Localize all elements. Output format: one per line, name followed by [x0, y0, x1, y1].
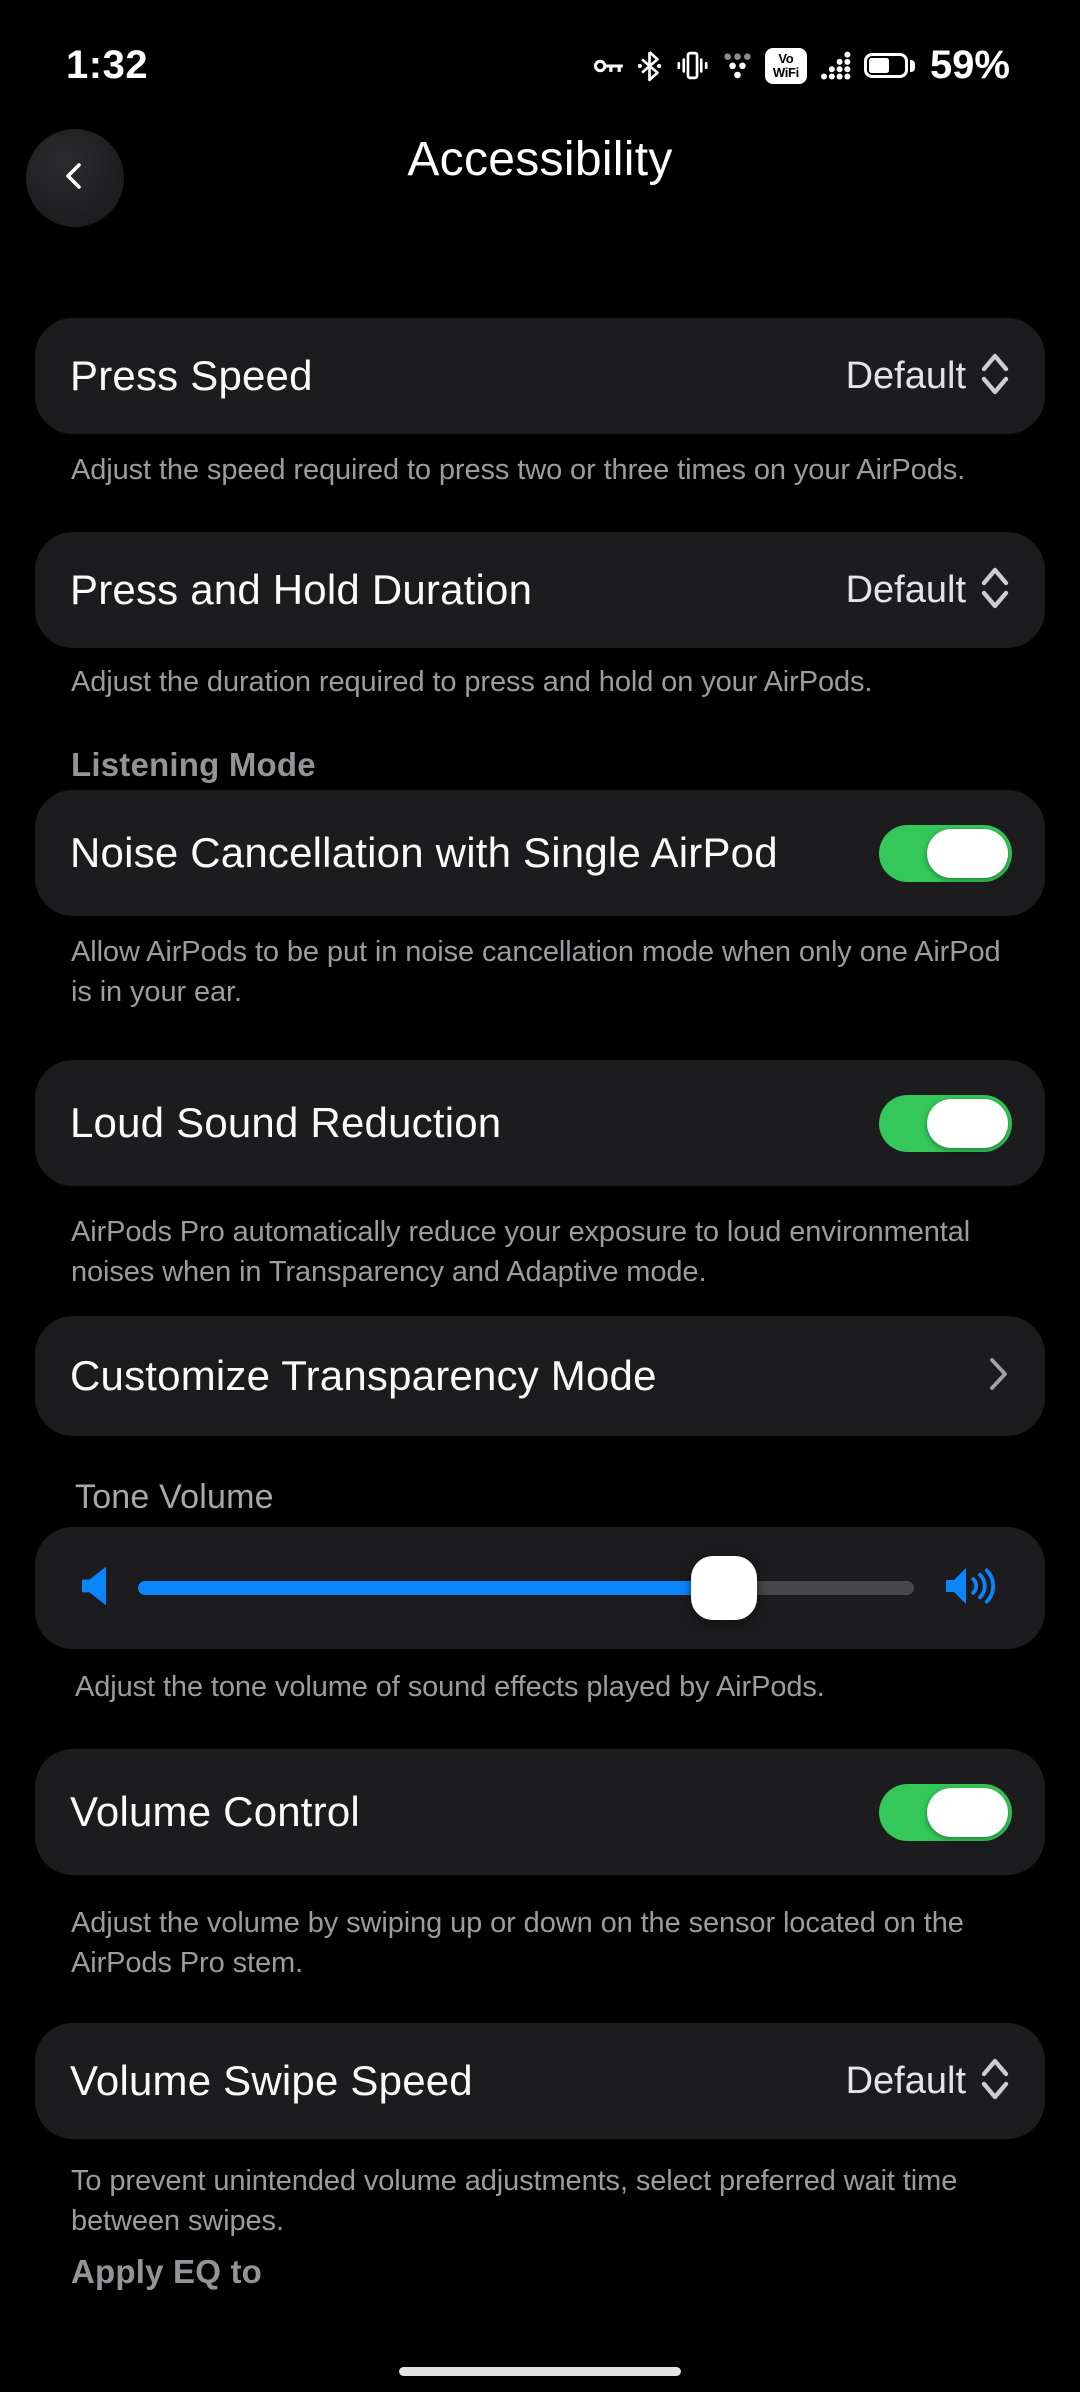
volume-swipe-speed-value: Default: [845, 2059, 966, 2102]
status-bar: [0, 0, 1080, 96]
press-speed-description: Adjust the speed required to press two or three times on your AirPods.: [71, 454, 966, 486]
tone-volume-slider[interactable]: [138, 1556, 914, 1620]
battery-icon: [864, 53, 915, 78]
row-customize-transparency[interactable]: [35, 1316, 1045, 1436]
press-speed-value: Default: [845, 354, 966, 397]
volume-control-description: Adjust the volume by swiping up or down on the sensor located on the AirPods Pro stem.: [71, 1907, 964, 1979]
row-loud-sound-reduction[interactable]: [35, 1060, 1045, 1186]
row-volume-control[interactable]: [35, 1749, 1045, 1875]
chevron-up-down-icon: [978, 2050, 1012, 2113]
no-signal-dots-icon: [723, 52, 752, 80]
vowifi-badge-line2: WiFi: [772, 64, 799, 80]
row-tone-volume-slider: [35, 1527, 1045, 1649]
key-icon: [593, 54, 624, 78]
home-indicator[interactable]: [399, 2367, 681, 2376]
noise-cancellation-toggle[interactable]: [879, 825, 1012, 882]
loud-sound-reduction-label: Loud Sound Reduction: [70, 1099, 502, 1146]
bluetooth-icon: [637, 50, 662, 82]
noise-cancellation-label: Noise Cancellation with Single AirPod: [70, 829, 778, 876]
status-time: 1:32: [66, 43, 149, 87]
noise-cancellation-description: Allow AirPods to be put in noise cancellation mode when only one AirPod is in your ear.: [71, 936, 1001, 1008]
vowifi-badge: [765, 48, 807, 84]
press-hold-selector[interactable]: [846, 559, 1012, 622]
battery-nub: [910, 60, 915, 72]
volume-control-label: Volume Control: [70, 1788, 360, 1835]
loud-sound-reduction-description: AirPods Pro automatically reduce your exposure to loud environmental noises when in Transparency and Adaptive mode.: [71, 1216, 971, 1288]
chevron-up-down-icon: [978, 559, 1012, 622]
tone-volume-track[interactable]: [138, 1581, 914, 1595]
press-speed-selector[interactable]: [846, 345, 1012, 408]
volume-high-icon[interactable]: [944, 1564, 1000, 1613]
status-icons: [593, 43, 1010, 88]
row-press-speed[interactable]: [35, 318, 1045, 434]
loud-sound-reduction-toggle[interactable]: [879, 1095, 1012, 1152]
volume-low-icon[interactable]: [80, 1566, 108, 1611]
battery-percent-text: 59%: [929, 43, 1010, 87]
customize-transparency-label: Customize Transparency Mode: [70, 1352, 657, 1399]
row-volume-swipe-speed[interactable]: [35, 2023, 1045, 2139]
press-hold-description: Adjust the duration required to press and hold on your AirPods.: [71, 666, 873, 698]
tone-volume-description: Adjust the tone volume of sound effects played by AirPods.: [75, 1671, 825, 1703]
row-press-speed-label: Press Speed: [70, 352, 313, 399]
page-header: [0, 96, 1080, 246]
volume-control-toggle[interactable]: [879, 1784, 1012, 1841]
toggle-knob: [927, 829, 1008, 878]
toggle-knob: [927, 1099, 1008, 1148]
row-press-hold-label: Press and Hold Duration: [70, 566, 533, 613]
volume-swipe-speed-label: Volume Swipe Speed: [70, 2057, 473, 2104]
vowifi-badge-line1: Vo: [778, 51, 794, 67]
battery-body: [864, 53, 908, 78]
chevron-up-down-icon: [978, 345, 1012, 408]
row-noise-cancellation-single[interactable]: [35, 790, 1045, 916]
row-press-hold-duration[interactable]: [35, 532, 1045, 648]
battery-fill: [869, 58, 889, 73]
section-header-listening-mode: Listening Mode: [71, 746, 316, 783]
section-header-apply-eq: Apply EQ to: [71, 2253, 263, 2290]
section-header-tone-volume: Tone Volume: [75, 1478, 274, 1516]
tone-volume-thumb[interactable]: [691, 1556, 757, 1620]
volume-swipe-speed-description: To prevent unintended volume adjustments, select preferred wait time between swipes.: [71, 2165, 958, 2237]
chevron-right-icon: [984, 1353, 1012, 1400]
tone-volume-fill: [138, 1581, 724, 1595]
press-hold-value: Default: [845, 568, 966, 611]
toggle-knob: [927, 1788, 1008, 1837]
settings-list: [35, 318, 1045, 2291]
vibrate-icon: [675, 50, 710, 81]
signal-strength-dots-icon: [820, 50, 851, 81]
page-title: Accessibility: [407, 133, 673, 186]
volume-swipe-speed-selector[interactable]: [846, 2050, 1012, 2113]
